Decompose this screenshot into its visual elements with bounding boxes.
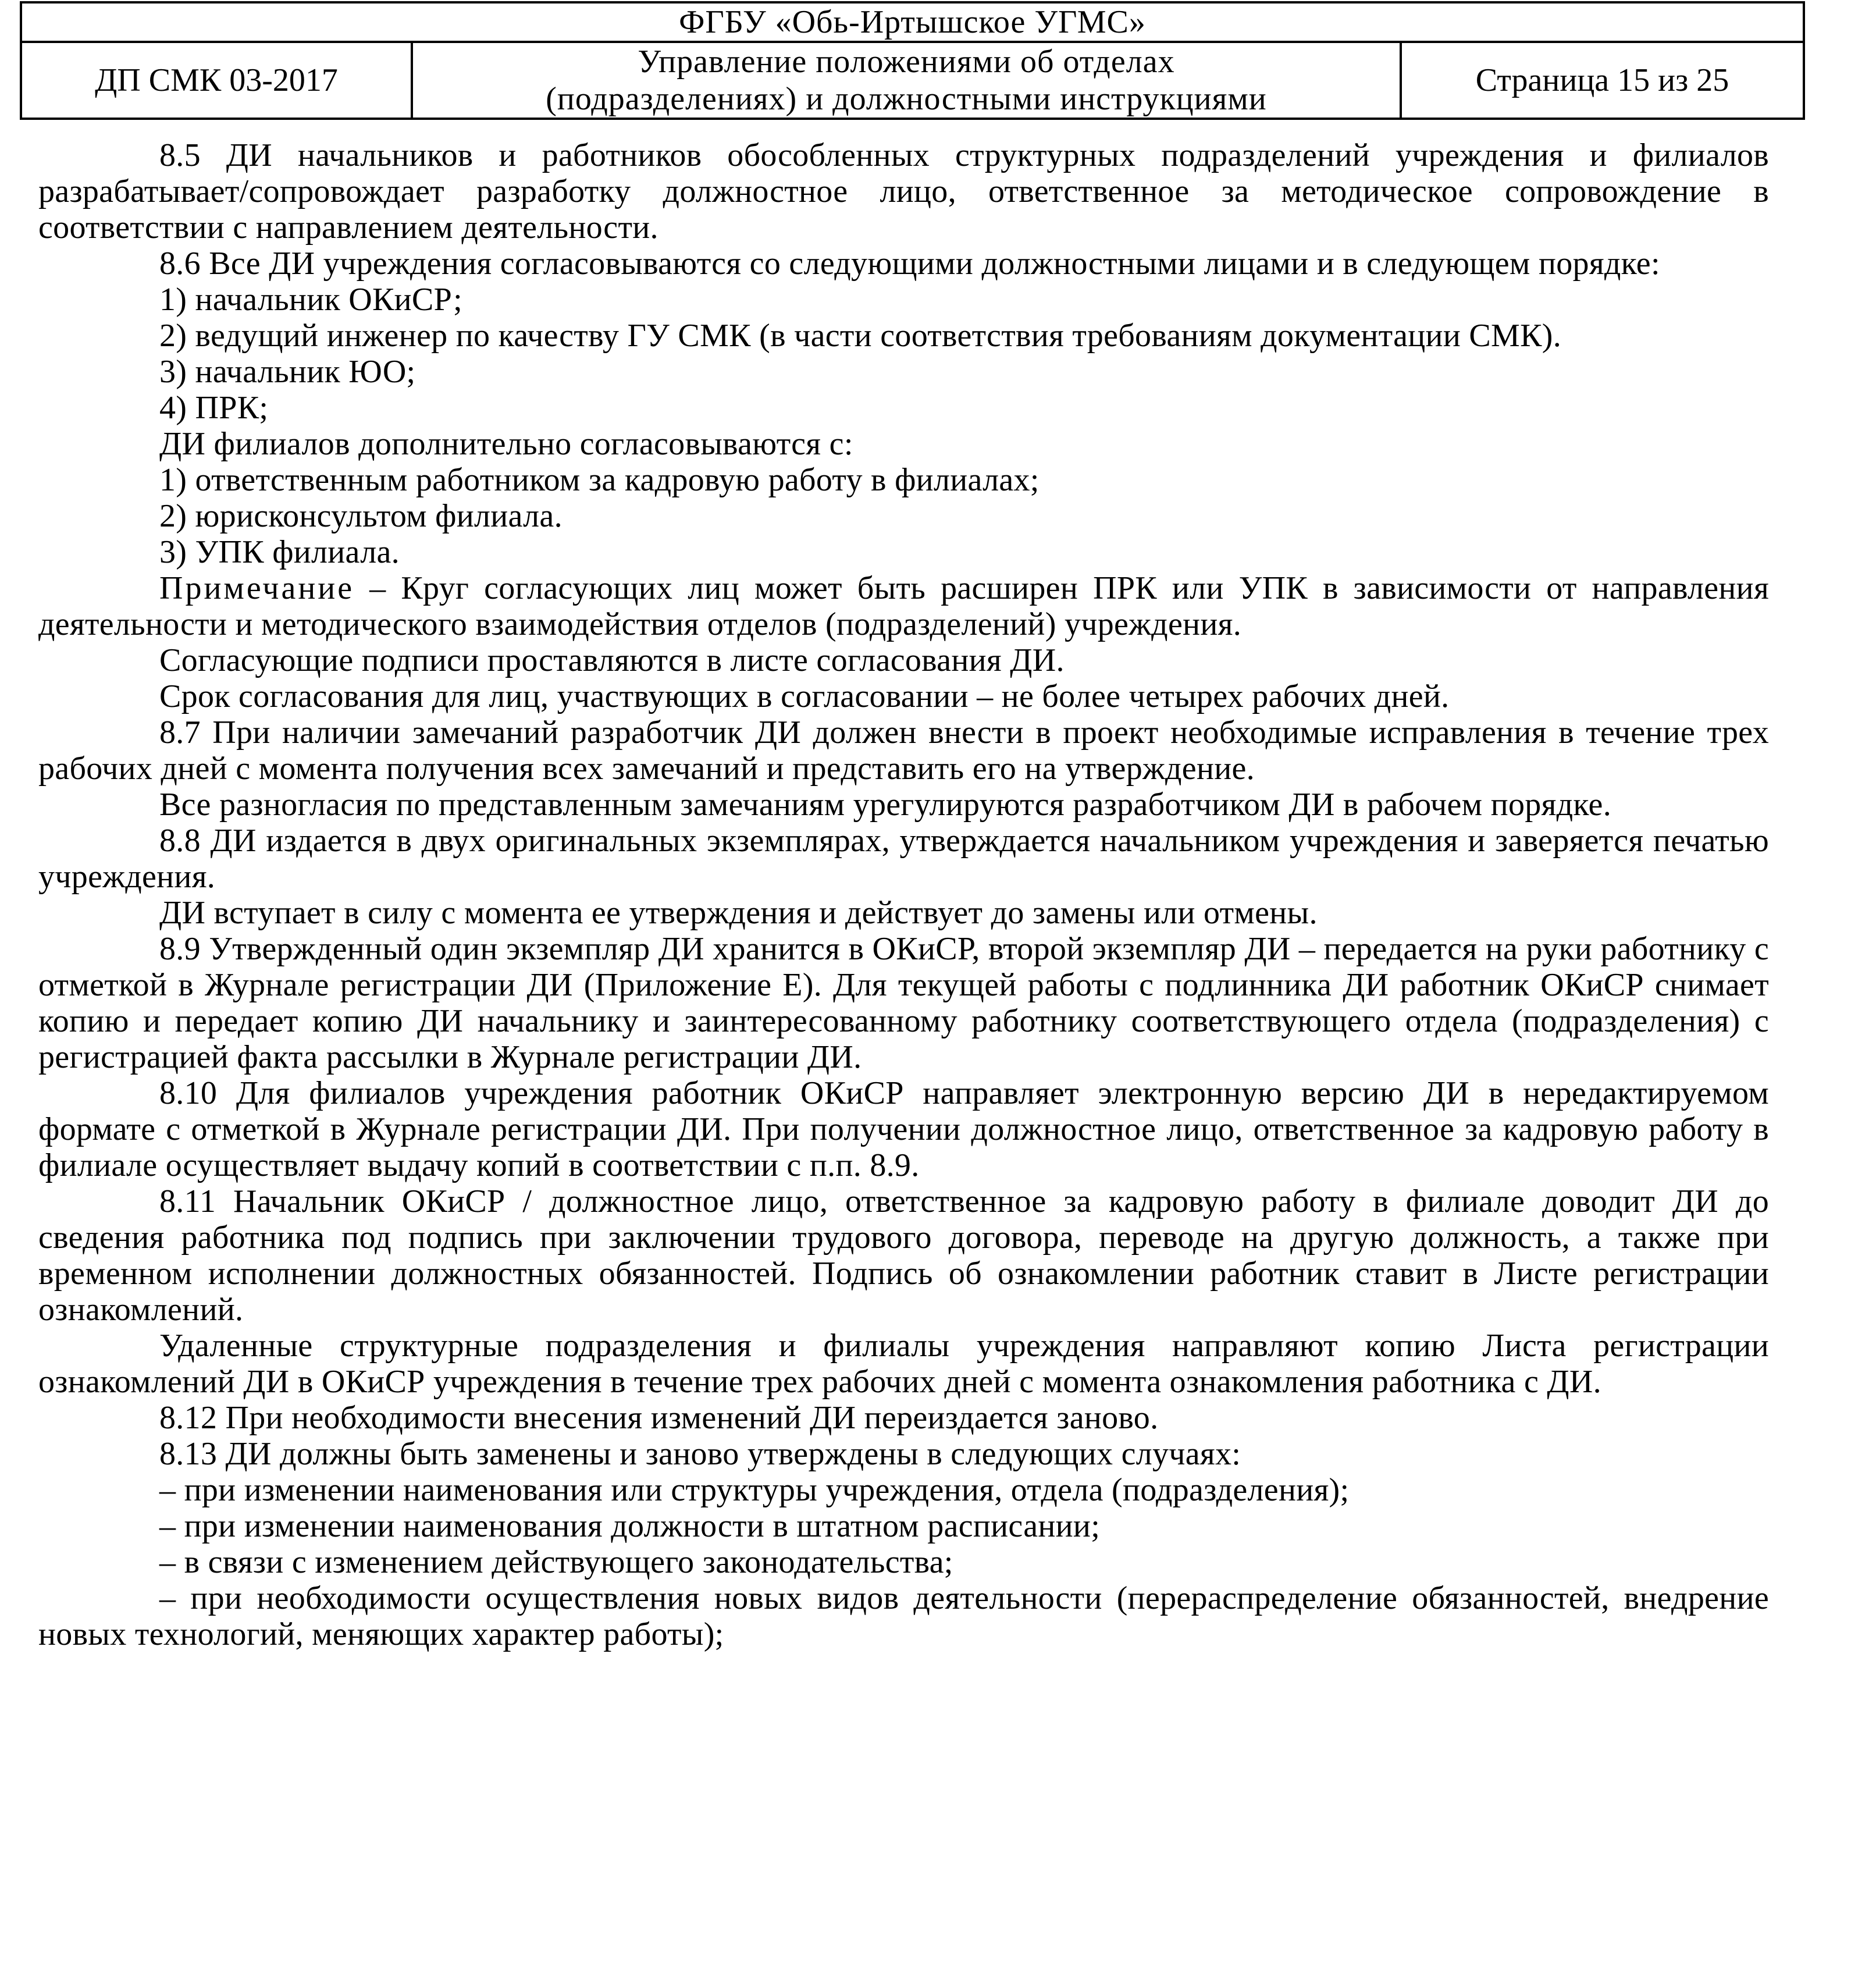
branches-intro: ДИ филиалов дополнительно согласовываются с: [159, 426, 853, 462]
note-paragraph [38, 570, 1769, 642]
term-paragraph: Срок согласования для лиц, участвующих в согласовании – не более четырех рабочих дней. [159, 678, 1450, 714]
dash-list-item: – при необходимости осуществления новых видов деятельности (перераспределение обязанностей, внедрение новых технологий, меняющих характер работы); [38, 1580, 1769, 1652]
document-header-table [20, 1, 1805, 120]
dash-list-item: – при изменении наименования или структуры учреждения, отдела (подразделения); [159, 1472, 1350, 1508]
note-text: – Круг согласующих лиц может быть расширен ПРК или УПК в зависимости от направления деятельности и методического взаимодействия отделов (подразделений) учреждения. [38, 570, 1769, 642]
paragraph-8-11: 8.11 Начальник ОКиСР / должностное лицо, ответственное за кадровую работу в филиале доводит ДИ до сведения работника под подпись при заключении трудового договора, переводе на другую должность, а также при временном исполнении должностных обязанностей. Подпись об ознакомлении работник ставит в Листе регистрации ознакомлений. [38, 1183, 1769, 1328]
paragraph-8-10: 8.10 Для филиалов учреждения работник ОКиСР направляет электронную версию ДИ в нередактируемом формате с отметкой в Журнале регистрации ДИ. При получении должностное лицо, ответственное за кадровую работу в филиале осуществляет выдачу копий в соответствии с п.п. 8.9. [38, 1075, 1769, 1183]
paragraph-8-12: 8.12 При необходимости внесения изменений ДИ переиздается заново. [159, 1400, 1159, 1436]
effect-paragraph: ДИ вступает в силу с момента ее утверждения и действует до замены или отмены. [159, 895, 1318, 931]
document-body [38, 137, 1769, 1652]
list-item: 3) УПК филиала. [159, 534, 400, 570]
list-item: 4) ПРК; [159, 390, 269, 426]
paragraph-8-5: 8.5 ДИ начальников и работников обособленных структурных подразделений учреждения и филиалов разрабатывает/сопровождает разработку должностное лицо, ответственное за методическое сопровождение в соответствии с направлением деятельности. [38, 137, 1769, 246]
list-item: 1) начальник ОКиСР; [159, 282, 462, 318]
document-title-line-1: Управление положениями об отделах [638, 44, 1175, 80]
signatures-paragraph: Согласующие подписи проставляются в листе согласования ДИ. [159, 642, 1065, 678]
list-item: 1) ответственным работником за кадровую работу в филиалах; [159, 462, 1040, 498]
dash-list-item: – в связи с изменением действующего законодательства; [159, 1544, 953, 1580]
list-item: 3) начальник ЮО; [159, 354, 416, 390]
document-code: ДП СМК 03-2017 [21, 42, 412, 119]
dash-list-item: – при изменении наименования должности в штатном расписании; [159, 1508, 1101, 1544]
paragraph-8-8: 8.8 ДИ издается в двух оригинальных экземплярах, утверждается начальником учреждения и заверяется печатью учреждения. [38, 823, 1769, 895]
remote-units-paragraph: Удаленные структурные подразделения и филиалы учреждения направляют копию Листа регистрации ознакомлений ДИ в ОКиСР учреждения в течение трех рабочих дней с момента ознакомления работника с ДИ. [38, 1328, 1769, 1400]
paragraph-8-13: 8.13 ДИ должны быть заменены и заново утверждены в следующих случаях: [159, 1436, 1241, 1472]
note-label: Примечание [159, 570, 355, 606]
organization-name: ФГБУ «Обь-Иртышское УГМС» [21, 2, 1804, 42]
list-item: 2) ведущий инженер по качеству ГУ СМК (в части соответствия требованиям документации СМК). [159, 318, 1562, 354]
paragraph-8-9: 8.9 Утвержденный один экземпляр ДИ хранится в ОКиСР, второй экземпляр ДИ – передается на руки работнику с отметкой в Журнале регистрации ДИ (Приложение Е). Для текущей работы с подлинника ДИ работник ОКиСР снимает копию и передает копию ДИ начальнику и заинтересованному работнику соответствующего отдела (подразделения) с регистрацией факта рассылки в Журнале регистрации ДИ. [38, 931, 1769, 1075]
document-title [412, 42, 1401, 119]
paragraph-8-7: 8.7 При наличии замечаний разработчик ДИ должен внести в проект необходимые исправления в течение трех рабочих дней с момента получения всех замечаний и представить его на утверждение. [38, 714, 1769, 787]
list-item: 2) юрисконсультом филиала. [159, 498, 563, 534]
disagreements-paragraph: Все разногласия по представленным замечаниям урегулируются разработчиком ДИ в рабочем порядке. [159, 787, 1611, 823]
page-number: Страница 15 из 25 [1401, 42, 1804, 119]
paragraph-8-6: 8.6 Все ДИ учреждения согласовываются со следующими должностными лицами и в следующем порядке: [159, 246, 1660, 282]
document-title-line-2: (подразделениях) и должностными инструкциями [546, 81, 1267, 117]
